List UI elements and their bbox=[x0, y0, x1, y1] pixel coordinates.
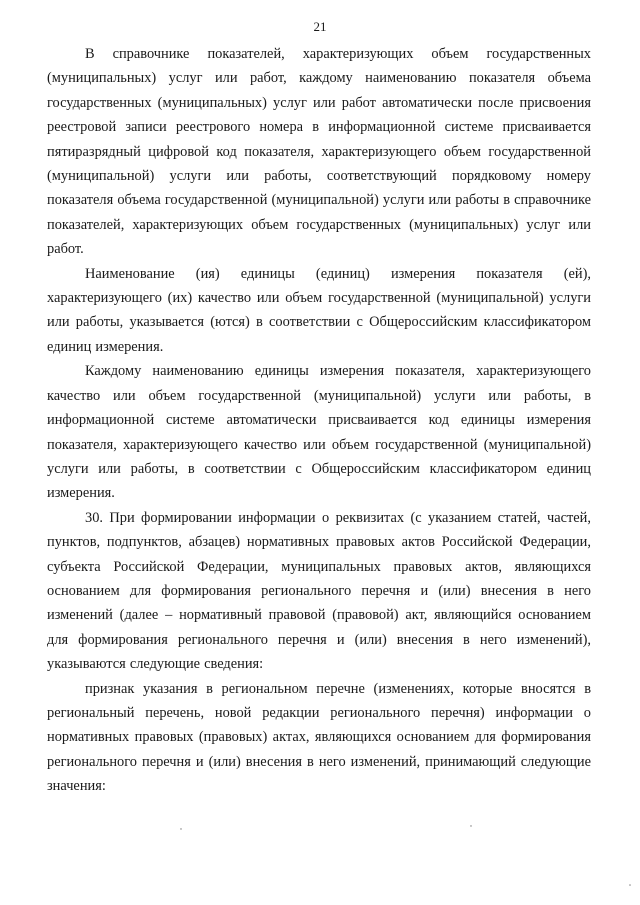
scan-speck bbox=[470, 825, 471, 826]
registry-code-paragraph: В справочнике показателей, характеризующих объем государственных (муниципальных) услуг или работ, каждому наименованию показателя объема государственных (муниципальных) услуг или работ автоматически после присвоения реестровой записи реестрового номера в информационной системе присваивается пятиразрядный цифровой код показателя, характеризующего объем государственной (муниципальной) услуги или работы, соответствующий порядковому номеру показателя объема государственной (муниципальной) услуги или работы в справочнике показателей, характеризующих объем государственных (муниципальных) услуг или работ. bbox=[47, 46, 591, 258]
scan-speck bbox=[629, 884, 631, 886]
indication-paragraph: признак указания в региональном перечне (изменениях, которые вносятся в региональный перечень, новой редакции регионального перечня) информации о нормативных правовых (правовых) актах, являющихся основанием для формирования регионального перечня и (или) внесения в него изменений, принимающий следующие значения: bbox=[47, 680, 591, 795]
unit-name-paragraph: Наименование (ия) единицы (единиц) измерения показателя (ей), характеризующего (их) качество или объем государственной (муниципальной) услуги или работы, указывается (ются) в соответствии с Общероссийским классификатором единиц измерения. bbox=[47, 265, 591, 355]
unit-code-paragraph: Каждому наименованию единицы измерения показателя, характеризующего качество или объем государственной (муниципальной) услуги или работы, в информационной системе автоматически присваивается код единицы измерения показателя, характеризующего качество или объем государственной (муниципальной) услуги или работы, в соответствии с Общероссийским классификатором единиц измерения. bbox=[47, 363, 591, 502]
item-30-paragraph: 30. При формировании информации о реквизитах (с указанием статей, частей, пунктов, подпунктов, абзацев) нормативных правовых актов Российской Федерации, субъекта Российской Федерации, муниципальных правовых актов, являющихся основанием для формирования регионального перечня и (или) внесения в него изменений (далее – нормативный правовой (правовой) акт, являющийся основанием для формирования регионального перечня и (или) внесения в него изменений), указываются следующие сведения: bbox=[47, 509, 591, 673]
page-number: 21 bbox=[313, 19, 327, 34]
scan-speck bbox=[180, 828, 181, 829]
